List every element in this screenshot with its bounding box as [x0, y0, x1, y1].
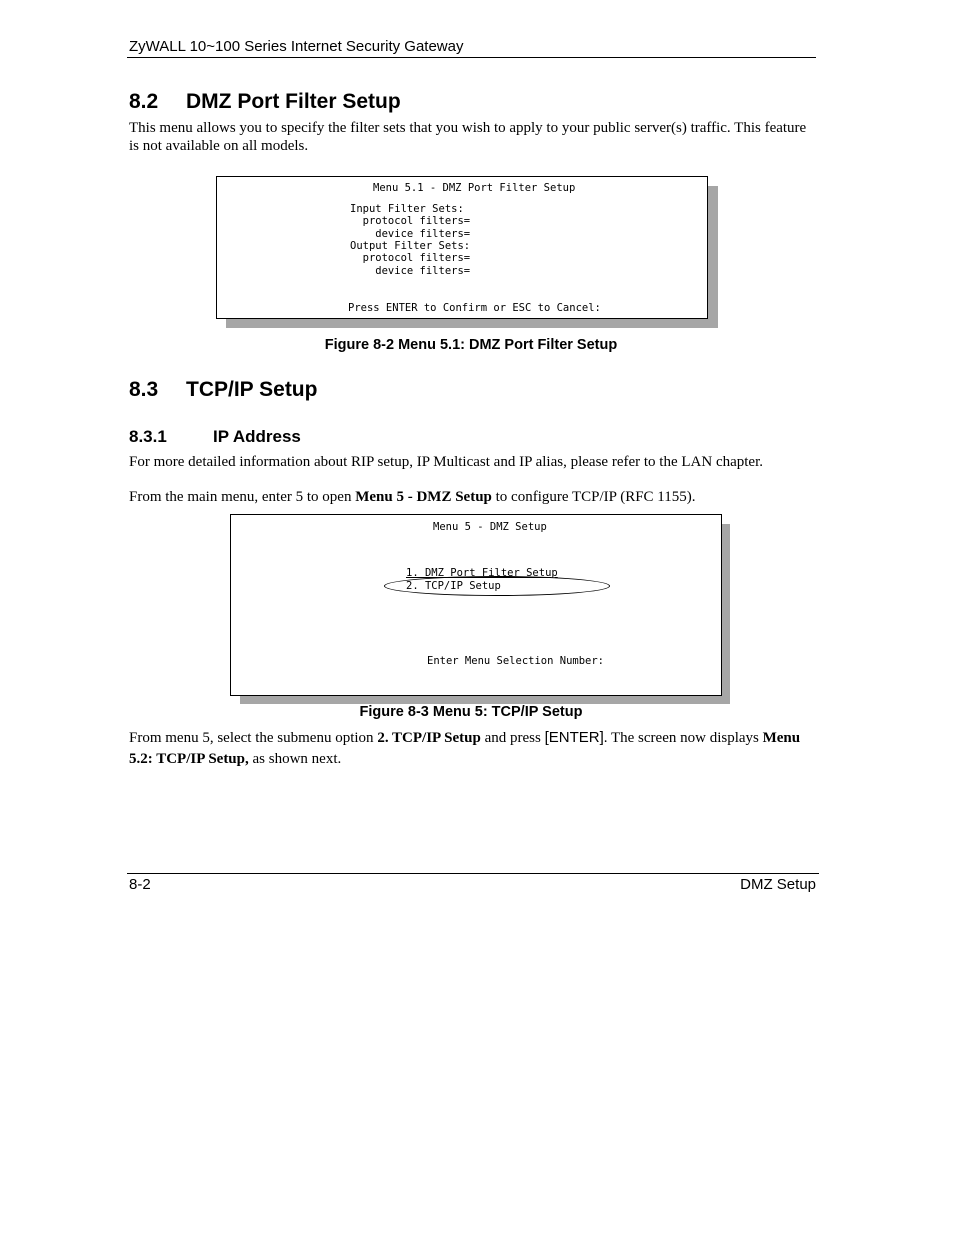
screen-line: device filters= [350, 228, 471, 240]
text-run: From the main menu, enter 5 to open [129, 489, 356, 505]
text-run: and press [480, 730, 545, 746]
highlight-ellipse [384, 576, 610, 596]
screen-line: protocol filters= [350, 252, 471, 264]
section-number: 8.2 [129, 90, 159, 113]
terminal-screen-menu-5 [230, 514, 722, 696]
section-heading-8-3 [129, 378, 317, 402]
chapter-name: DMZ Setup [740, 876, 816, 893]
figure-caption-8-2: Figure 8-2 Menu 5.1: DMZ Port Filter Setup [324, 337, 618, 353]
section-heading-8-2 [129, 90, 401, 114]
running-header: ZyWALL 10~100 Series Internet Security Gateway [129, 38, 464, 55]
key-reference: [ENTER] [544, 729, 604, 746]
screen-prompt: Enter Menu Selection Number: [427, 655, 605, 667]
screen-title: Menu 5.1 - DMZ Port Filter Setup [373, 182, 576, 194]
screen-line: device filters= [350, 265, 471, 277]
section-8-3-1-paragraph-2 [129, 488, 819, 506]
page-number: 8-2 [129, 876, 151, 893]
section-8-3-1-paragraph-1: For more detailed information about RIP setup, IP Multicast and IP alias, please refer to the LAN chapter. [129, 454, 763, 470]
menu-reference: Menu 5 - DMZ Setup [355, 489, 492, 505]
section-number: 8.3 [129, 378, 159, 401]
screen-line: protocol filters= [350, 215, 471, 227]
text-run: From menu 5, select the submenu option [129, 730, 378, 746]
option-reference: 2. TCP/IP Setup [377, 730, 481, 746]
text-run: as shown next. [248, 751, 342, 767]
text-run: . The screen now displays [603, 730, 763, 746]
section-8-2-paragraph: This menu allows you to specify the filter sets that you wish to apply to your public server(s) traffic. This feature is not available on all models. [129, 120, 807, 154]
screen-title: Menu 5 - DMZ Setup [433, 521, 547, 533]
header-rule [127, 57, 816, 58]
footer-rule [127, 873, 819, 874]
terminal-screen-menu-5-1 [216, 176, 708, 319]
menu-item-dmz-port-filter-setup: 1. DMZ Port Filter Setup [406, 567, 558, 579]
closing-paragraph [129, 727, 819, 770]
screen-prompt: Press ENTER to Confirm or ESC to Cancel: [348, 302, 601, 314]
text-run: to configure TCP/IP (RFC 1155). [491, 489, 696, 505]
screen-line: Input Filter Sets: [350, 203, 464, 215]
menu-item-tcp-ip-setup: 2. TCP/IP Setup [406, 580, 501, 592]
figure-caption-8-3: Figure 8-3 Menu 5: TCP/IP Setup [359, 704, 583, 720]
section-number: 8.3.1 [129, 427, 167, 446]
section-title: TCP/IP Setup [186, 378, 318, 401]
section-title: IP Address [213, 427, 301, 446]
menu-reference: Menu 5.2: TCP/IP Setup, [129, 730, 801, 767]
screen-line: Output Filter Sets: [350, 240, 471, 252]
section-heading-8-3-1 [129, 427, 301, 447]
section-title: DMZ Port Filter Setup [186, 90, 401, 113]
